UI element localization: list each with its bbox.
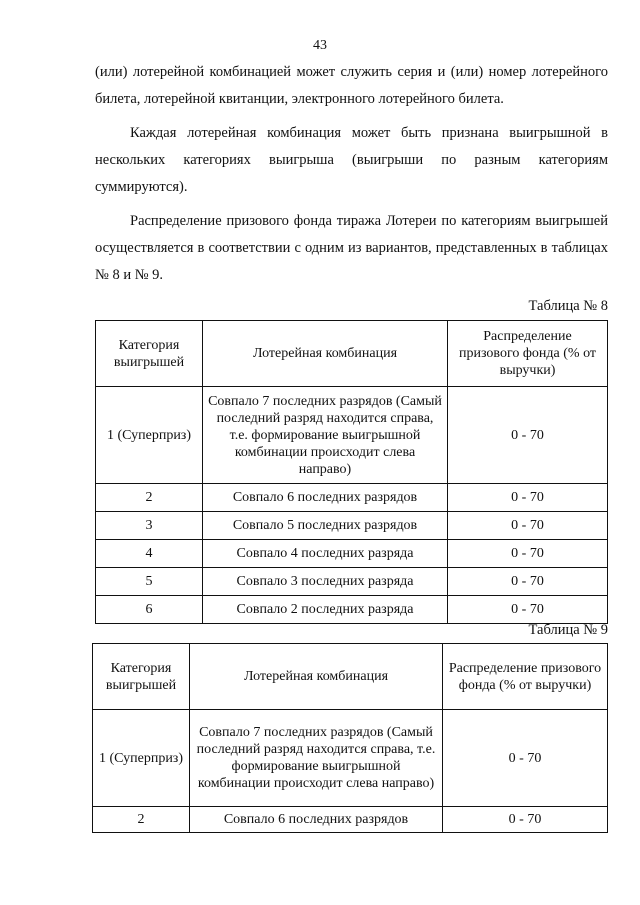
table-row [96, 512, 608, 540]
cell-category: 1 (Суперприз) [93, 710, 190, 807]
table-row [93, 710, 608, 807]
cell-combination: Совпало 6 последних разрядов [203, 484, 448, 512]
cell-combination: Совпало 7 последних разрядов (Самый последний разряд находится справа, т.е. формирование выигрышной комбинации происходит слева направо) [203, 387, 448, 484]
cell-distribution: 0 - 70 [448, 512, 608, 540]
cell-distribution: 0 - 70 [448, 568, 608, 596]
header-category: Категория выигрышей [96, 321, 203, 387]
cell-category: 1 (Суперприз) [96, 387, 203, 484]
table8-caption: Таблица № 8 [528, 298, 608, 314]
header-distribution: Распределение призового фонда (% от выручки) [443, 644, 608, 710]
header-combination: Лотерейная комбинация [203, 321, 448, 387]
header-combination: Лотерейная комбинация [190, 644, 443, 710]
page-number: 43 [313, 38, 327, 53]
cell-distribution: 0 - 70 [448, 484, 608, 512]
cell-combination: Совпало 7 последних разрядов (Самый последний разряд находится справа, т.е. формирование выигрышной комбинации происходит слева направо) [190, 710, 443, 807]
cell-distribution: 0 - 70 [448, 387, 608, 484]
cell-category: 3 [96, 512, 203, 540]
cell-category: 2 [96, 484, 203, 512]
table9-wrapper [92, 643, 608, 833]
table9-caption: Таблица № 9 [528, 622, 608, 638]
header-distribution: Распределение призового фонда (% от выручки) [448, 321, 608, 387]
header-category: Категория выигрышей [93, 644, 190, 710]
table-row [93, 807, 608, 833]
cell-combination: Совпало 4 последних разряда [203, 540, 448, 568]
cell-category: 5 [96, 568, 203, 596]
paragraph-distribution: Распределение призового фонда тиража Лотереи по категориям выигрышей осуществляется в соответствии с одним из вариантов, представленных в таблицах № 8 и № 9. [95, 213, 608, 283]
cell-distribution: 0 - 70 [443, 807, 608, 833]
table-row [96, 540, 608, 568]
prize-table-8 [95, 320, 608, 624]
table-header-row [96, 321, 608, 387]
paragraph-continuation: (или) лотерейной комбинацией может служить серия и (или) номер лотерейного билета, лотерейной квитанции, электронного лотерейного билета. [95, 64, 608, 107]
table-row [96, 484, 608, 512]
cell-distribution: 0 - 70 [448, 596, 608, 624]
cell-distribution: 0 - 70 [443, 710, 608, 807]
cell-combination: Совпало 5 последних разрядов [203, 512, 448, 540]
cell-category: 4 [96, 540, 203, 568]
cell-category: 6 [96, 596, 203, 624]
table-row [96, 568, 608, 596]
paragraph-categories: Каждая лотерейная комбинация может быть признана выигрышной в нескольких категориях выигрыша (выигрыши по разным категориям суммируются). [95, 125, 608, 195]
cell-category: 2 [93, 807, 190, 833]
cell-distribution: 0 - 70 [448, 540, 608, 568]
cell-combination: Совпало 6 последних разрядов [190, 807, 443, 833]
cell-combination: Совпало 3 последних разряда [203, 568, 448, 596]
table-header-row [93, 644, 608, 710]
prize-table-9 [92, 643, 608, 833]
cell-combination: Совпало 2 последних разряда [203, 596, 448, 624]
table-row [96, 387, 608, 484]
document-body [95, 59, 608, 624]
